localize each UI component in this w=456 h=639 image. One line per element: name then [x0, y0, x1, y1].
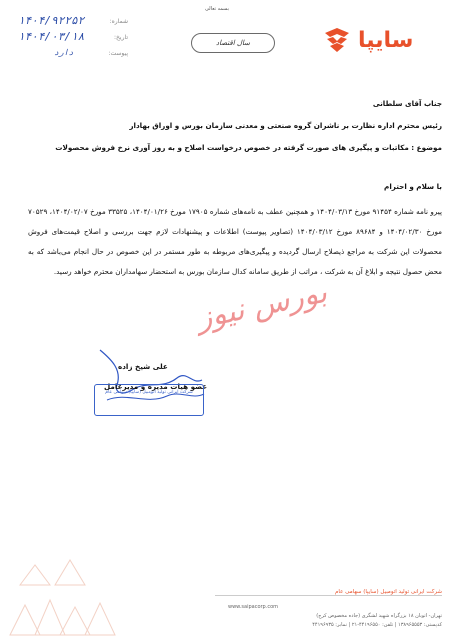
- footer-website: www.saipacorp.com: [228, 604, 278, 610]
- footer-phone: کدپستی: ۱۳۸۹۶۵۵۵۳ | تلفن: ۴۴۱۹۶۵۵۰-۲۱ | نمابر: ۴۴۱۹۶۹۳۵: [312, 622, 442, 628]
- salutation: جناب آقای سلطانی: [372, 99, 442, 108]
- year-motto-seal: [191, 33, 275, 53]
- logo-text: سایپا: [358, 27, 414, 53]
- watermark: بورس نیوز: [193, 274, 331, 337]
- greeting: با سلام و احترام: [384, 182, 442, 191]
- footer-divider: [215, 595, 442, 596]
- signatory-title: عضو هیات مدیره و مدیرعامل: [104, 382, 208, 391]
- company-stamp: [94, 384, 204, 416]
- footer-company: شرکت ایرانی تولید اتومبیل (سایپا) سهامی عام: [335, 589, 442, 595]
- footer-ornament: [0, 545, 160, 639]
- meta-date: تاریخ: ۱۴۰۴/۰۳/۱۸: [18, 30, 128, 43]
- seal-text: سال اقتصاد: [215, 39, 251, 47]
- saipa-emblem-icon: [322, 25, 352, 55]
- meta-attachment: پیوست: دارد: [54, 48, 128, 57]
- subject: موضوع : مکاتبات و پیگیری های صورت گرفته در خصوص درخواست اصلاح و به روز آوری نرخ فروش محصولات: [55, 143, 442, 152]
- saipa-logo: [322, 20, 442, 60]
- meta-number: شماره: ۱۴۰۴/۹۲۲۵۲: [18, 14, 128, 27]
- stamp-text: شرکت ایرانی تولید اتومبیل (سایپا) سهامی عام: [105, 390, 193, 395]
- recipient: رئیس محترم اداره نظارت بر ناشران گروه صنعتی و معدنی سازمان بورس و اوراق بهادار: [129, 121, 442, 130]
- letter-body: پیرو نامه شماره ۹۱۴۵۴ مورخ ۱۴۰۴/۰۳/۱۳ و همچنین عطف به نامه‌های شماره ۱۷۹۰۵ مورخ ۱۴۰۴/۰۱/۲۶، ۳۳۵۲۵ مورخ ۱۴۰۴/۰۲/۰۷، ۷۰۵۲۹ مورخ ۱۴۰۴/۰۲/۳۰ و ۸۹۶۸۴ مورخ ۱۴۰۴/۰۳/۱۲ (تصاویر پیوست) اطلاعات و پیشنهادات لازم جهت بررسی و اصلاح قیمت‌های فروش محصولات این شرکت به مراجع ذیصلاح ارسال گردیده و پیگیری‌های مربوطه به طور مستمر در این خصوص در حال انجام می‌باشد که به محض حصول نتیجه و ابلاغ آن به شرکت ، مراتب از طریق سامانه کدال سازمان بورس به استحضار سهامداران محترم خواهد رسید.: [28, 207, 443, 276]
- signatory-name: علی شیخ زاده: [118, 362, 168, 371]
- footer-address: تهران- اتوبان ۱۸ بزرگراه شهید لشگری (جاده مخصوص کرج): [316, 613, 442, 619]
- bismillah: بسمه تعالی: [205, 6, 230, 12]
